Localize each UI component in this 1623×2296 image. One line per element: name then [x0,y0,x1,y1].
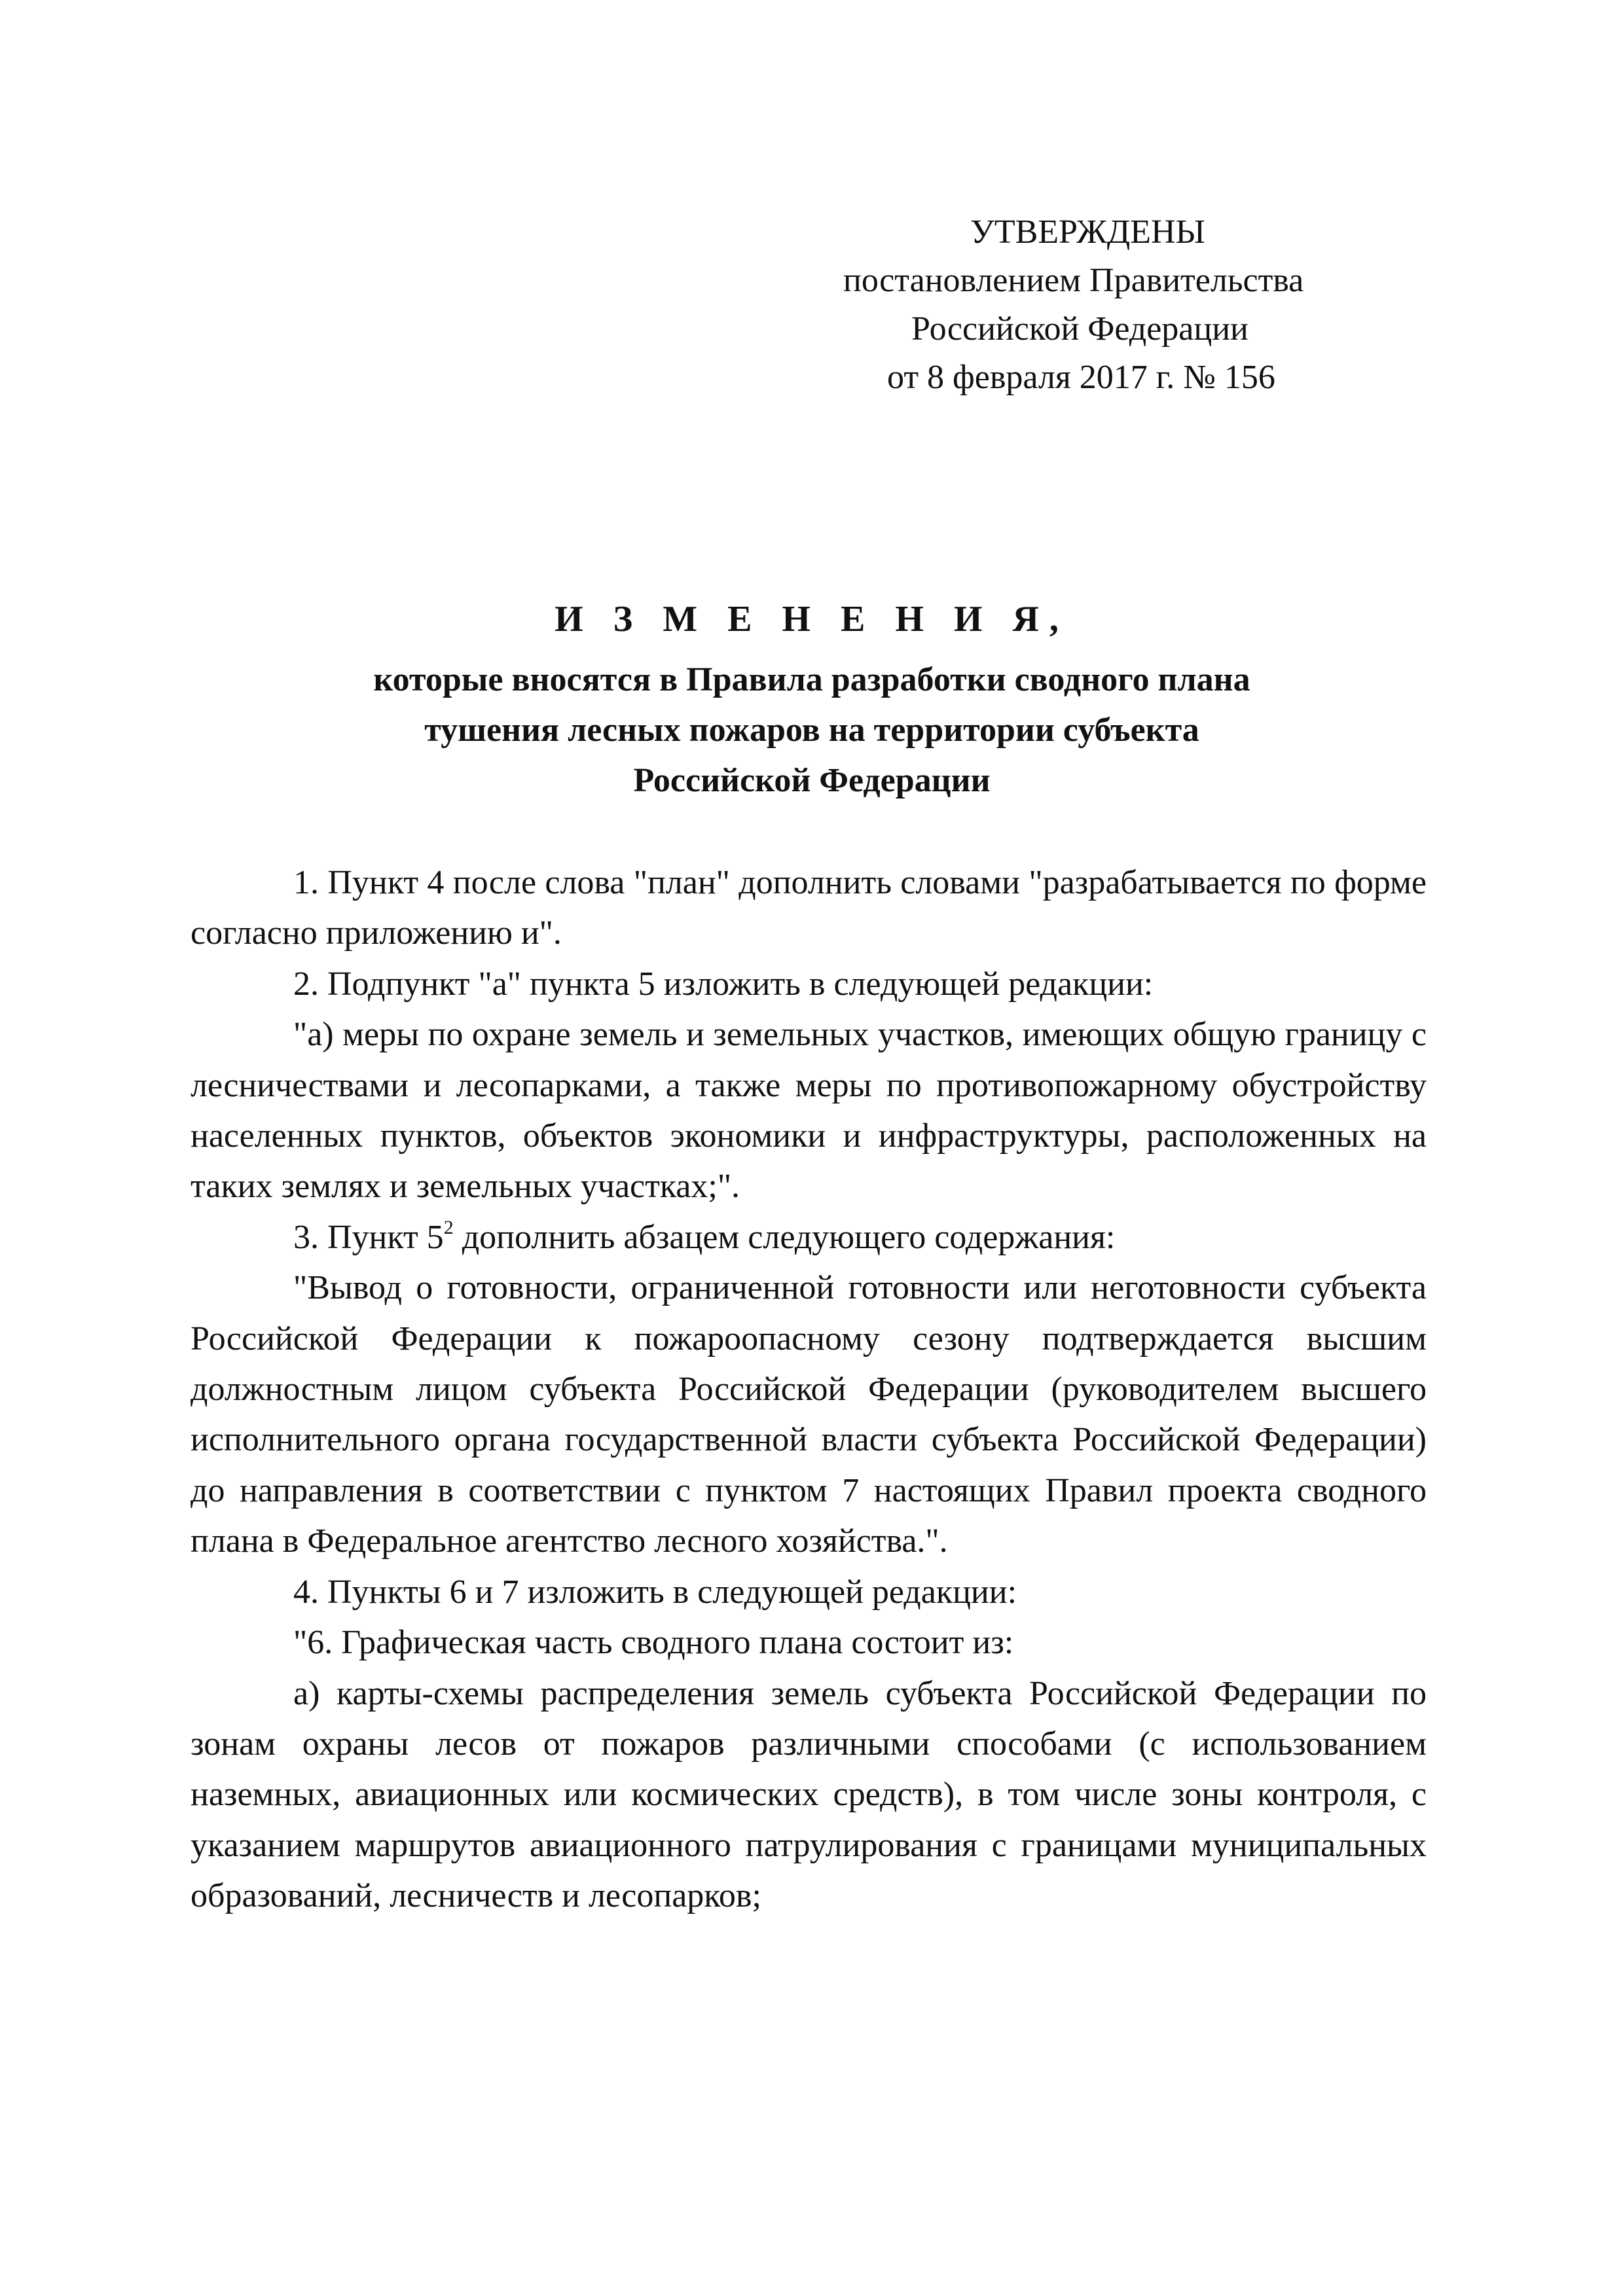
superscript: 2 [443,1216,454,1238]
approval-line-2: Российской Федерации [911,310,1249,348]
paragraph-8: а) карты-схемы распределения земель субъекта Российской Федерации по зонам охраны лесов от пожаров различными способами (с использованием наземных, авиационных или космических средств), в том числе зоны контроля, с указанием маршрутов авиационного патрулирования с границами муниципальных образований, лесничеств и лесопарков; [191,1674,1427,1915]
paragraph-1: 1. Пункт 4 после слова "план" дополнить словами "разрабатывается по форме согласно приложению и". [191,864,1427,952]
approval-stamp [812,208,1401,402]
approval-line-1: постановлением Правительства [843,262,1304,299]
paragraph-5: "Вывод о готовности, ограниченной готовности или неготовности субъекта Российской Федерации к пожароопасному сезону подтверждается высшим должностным лицом субъекта Российской Федерации (руководителем высшего исполнительного органа государственной власти субъекта Российской Федерации) до направления в соответствии с пунктом 7 настоящих Правил проекта сводного плана в Федеральное агентство лесного хозяйства.". [191,1269,1427,1560]
approval-line-3: от 8 февраля 2017 г. № 156 [887,359,1275,396]
document-heading: И З М Е Н Е Н И Я, [555,599,1069,639]
subheading-line: тушения лесных пожаров на территории субъекта [424,711,1199,749]
paragraph-6: 4. Пункты 6 и 7 изложить в следующей редакции: [293,1573,1017,1611]
paragraph-7: "6. Графическая часть сводного плана состоит из: [293,1624,1014,1662]
paragraph-3: "а) меры по охране земель и земельных участков, имеющих общую границу с лесничествами и лесопарками, а также меры по противопожарному обустройству населенных пунктов, объектов экономики и инфраструктуры, расположенных на таких землях и земельных участках;". [191,1016,1427,1206]
paragraph-4-text: 3. Пункт 5 [293,1218,444,1256]
paragraph-2: 2. Подпункт "а" пункта 5 изложить в следующей редакции: [293,965,1154,1003]
approval-title: УТВЕРЖДЕНЫ [970,213,1205,251]
paragraph-4 [191,1212,1427,1263]
subheading-line: Российской Федерации [633,762,991,799]
document-subheading [190,655,1434,806]
subheading-line: которые вносятся в Правила разработки сводного плана [373,661,1250,698]
paragraph-4-text-rest: дополнить абзацем следующего содержания: [453,1218,1116,1256]
document-body [191,857,1427,1922]
